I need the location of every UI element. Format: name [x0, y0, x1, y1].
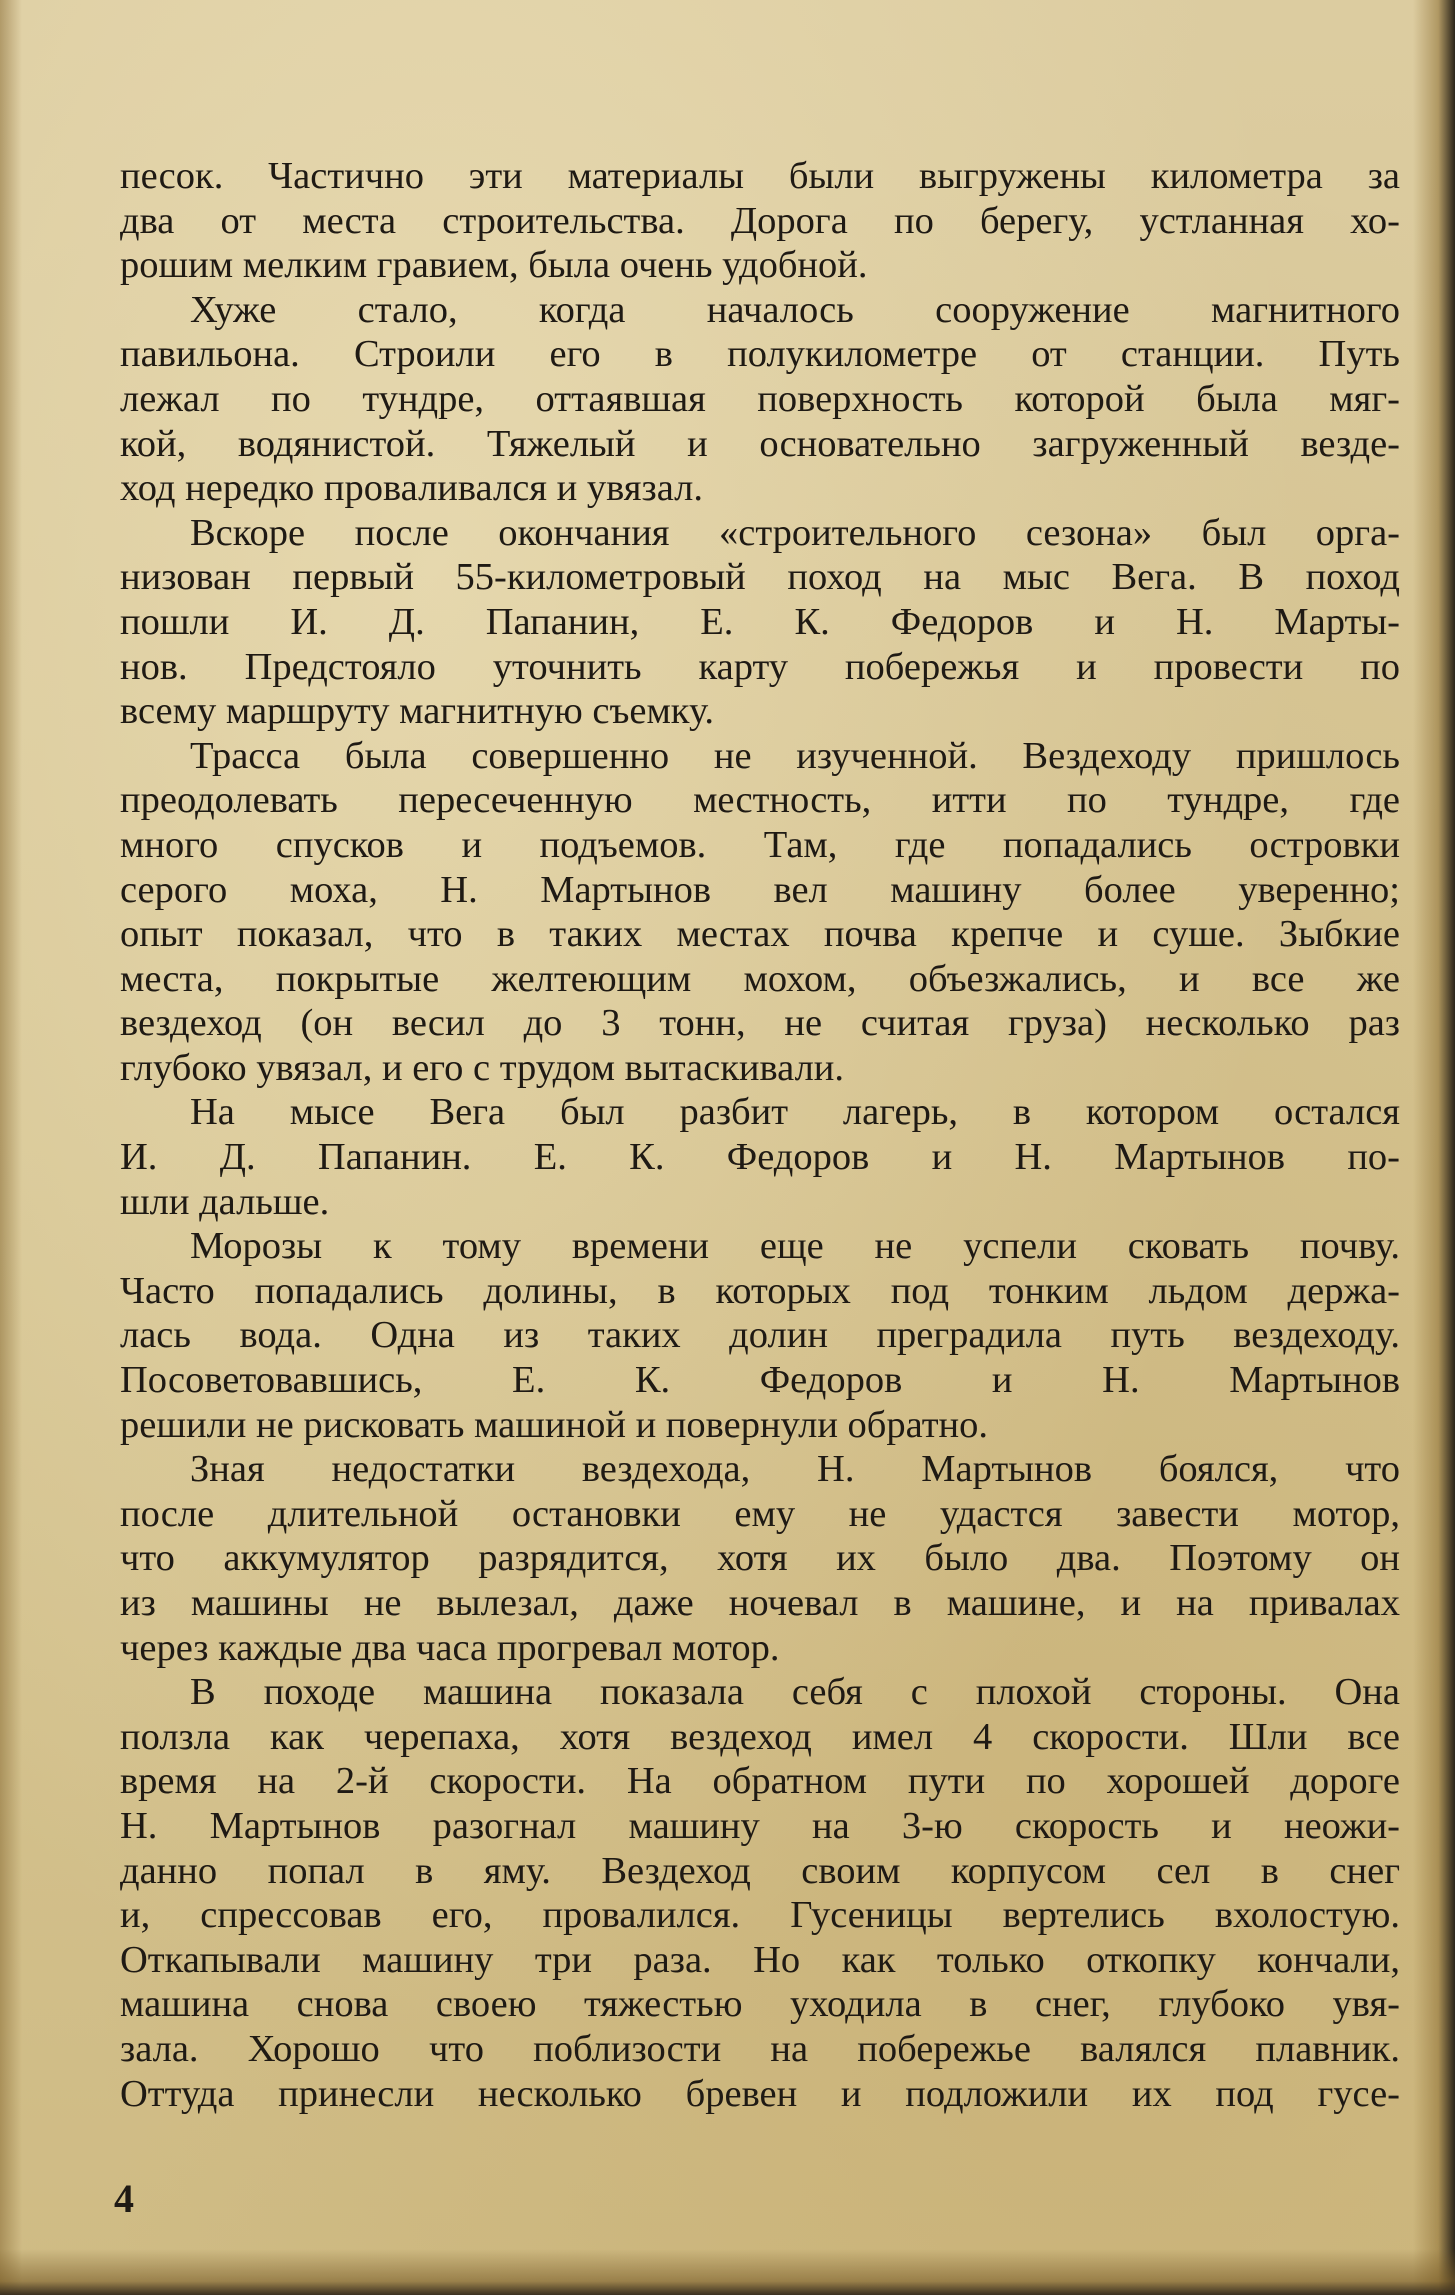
text-line: Н. Мартынов разогнал машину на 3-ю скорость и неожи- — [120, 1804, 1400, 1847]
text-line: кой, водянистой. Тяжелый и основательно загруженный везде- — [120, 422, 1400, 465]
page-number: 4 — [114, 2176, 134, 2221]
text-line: низован первый 55-километровый поход на мыс Вега. В поход — [120, 556, 1400, 599]
text-line: шли дальше. — [120, 1180, 330, 1223]
text-line: Оттуда принесли несколько бревен и подложили их под гусе- — [120, 2072, 1400, 2115]
text-line: павильона. Строили его в полукилометре от станции. Путь — [120, 333, 1400, 376]
text-line: нов. Предстояло уточнить карту побережья и провести по — [120, 645, 1400, 688]
text-line: преодолевать пересеченную местность, итти по тундре, где — [120, 779, 1400, 822]
text-line: решили не рисковать машиной и повернули обратно. — [120, 1403, 989, 1446]
text-line: много спусков и подъемов. Там, где попадались островки — [120, 823, 1400, 866]
text-line: через каждые два часа прогревал мотор. — [120, 1626, 780, 1669]
text-line: после длительной остановки ему не удастся завести мотор, — [120, 1492, 1400, 1535]
text-line: опыт показал, что в таких местах почва крепче и суше. Зыбкие — [120, 913, 1400, 956]
text-line: Посоветовавшись, Е. К. Федоров и Н. Мартынов — [120, 1359, 1400, 1402]
text-line: В походе машина показала себя с плохой стороны. Она — [190, 1671, 1400, 1714]
text-line: и, спрессовав его, провалился. Гусеницы вертелись вхолостую. — [120, 1894, 1400, 1937]
text-line: всему маршруту магнитную съемку. — [120, 690, 714, 733]
text-line: зала. Хорошо что поблизости на побережье валялся плавник. — [120, 2027, 1400, 2070]
text-line: серого моха, Н. Мартынов вел машину более уверенно; — [120, 868, 1400, 911]
text-line: Вскоре после окончания «строительного сезона» был орга- — [190, 511, 1400, 554]
text-line: Зная недостатки вездехода, Н. Мартынов боялся, что — [190, 1448, 1400, 1491]
text-line: два от места строительства. Дорога по берегу, устланная хо- — [120, 199, 1400, 242]
page-right-edge-shadow — [1413, 0, 1455, 2295]
text-line: из машины не вылезал, даже ночевал в машине, и на привалах — [120, 1582, 1400, 1624]
text-line: ход нередко проваливался и увязал. — [120, 467, 703, 510]
text-line: песок. Частично эти материалы были выгружены километра за — [120, 155, 1400, 197]
body-text — [120, 154, 1400, 2116]
text-line: Морозы к тому времени еще не успели сковать почву. — [190, 1225, 1400, 1268]
text-line: рошим мелким гравием, была очень удобной. — [120, 244, 868, 287]
text-line: Хуже стало, когда началось сооружение магнитного — [190, 288, 1400, 331]
page-left-edge-shadow — [0, 0, 22, 2295]
text-line: Откапывали машину три раза. Но как только откопку кончали, — [120, 1938, 1400, 1981]
text-line: ползла как черепаха, хотя вездеход имел 4 скорости. Шли все — [120, 1715, 1400, 1758]
text-line: глубоко увязал, и его с трудом вытаскивали. — [120, 1046, 845, 1089]
page-bottom-edge-shadow — [0, 2249, 1455, 2295]
text-line: Трасса была совершенно не изученной. Вездеходу пришлось — [190, 734, 1400, 777]
text-line: время на 2-й скорости. На обратном пути по хорошей дороге — [120, 1760, 1400, 1803]
text-line: пошли И. Д. Папанин, Е. К. Федоров и Н. Марты- — [120, 600, 1400, 643]
text-line: вездеход (он весил до 3 тонн, не считая груза) несколько раз — [120, 1002, 1400, 1045]
text-line: лежал по тундре, оттаявшая поверхность которой была мяг- — [120, 377, 1400, 420]
text-line: машина снова своею тяжестью уходила в снег, глубоко увя- — [120, 1983, 1400, 2026]
text-line: данно попал в яму. Вездеход своим корпусом сел в снег — [120, 1849, 1400, 1892]
text-line: места, покрытые желтеющим мохом, объезжались, и все же — [120, 957, 1400, 1000]
text-line: И. Д. Папанин. Е. К. Федоров и Н. Мартынов по- — [120, 1136, 1400, 1179]
text-line: На мысе Вега был разбит лагерь, в котором остался — [190, 1091, 1400, 1134]
text-line: что аккумулятор разрядится, хотя их было два. Поэтому он — [120, 1537, 1400, 1580]
text-line: Часто попадались долины, в которых под тонким льдом держа- — [120, 1269, 1400, 1312]
text-line: лась вода. Одна из таких долин преградила путь вездеходу. — [120, 1314, 1400, 1357]
